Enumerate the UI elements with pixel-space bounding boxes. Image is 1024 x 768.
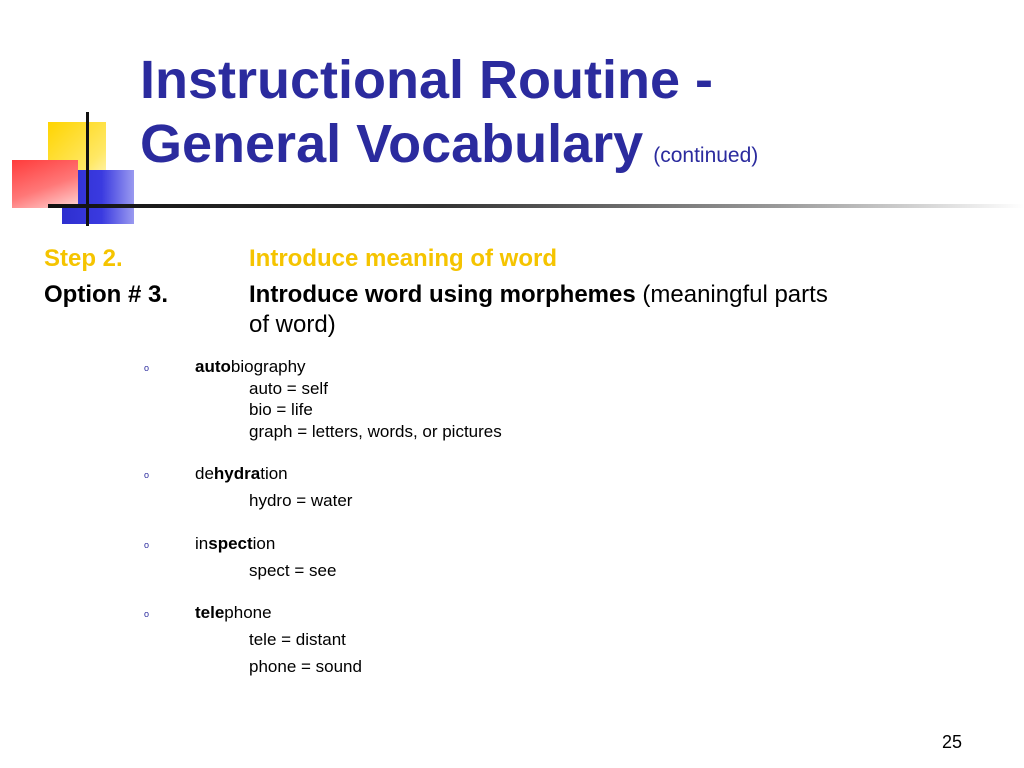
word-suffix: ion	[252, 534, 276, 553]
word-morpheme: hydra	[213, 464, 261, 483]
meaning: auto = self	[249, 378, 328, 398]
slide-title	[140, 48, 1000, 188]
word	[195, 602, 272, 624]
meaning: bio = life	[249, 400, 313, 419]
title-line-2	[140, 112, 1000, 188]
meaning: tele = distant	[249, 630, 346, 649]
bullet-icon: o	[144, 540, 150, 550]
meaning-list	[249, 560, 336, 587]
meaning-list	[249, 629, 362, 683]
word-prefix: de	[195, 464, 214, 483]
meaning: spect = see	[249, 561, 337, 580]
bullet-icon: o	[144, 470, 150, 480]
meaning: hydro = water	[249, 491, 353, 510]
title-line-1: Instructional Routine -	[140, 50, 713, 110]
page-number: 25	[941, 732, 962, 752]
word	[195, 356, 306, 378]
word-morpheme: tele	[195, 603, 225, 622]
word-morpheme: auto	[195, 357, 231, 376]
bullet-icon: o	[144, 363, 150, 373]
title-line-2-text: General Vocabulary	[140, 114, 644, 174]
meaning: phone = sound	[249, 657, 362, 676]
step-text: Introduce meaning of word	[249, 245, 558, 272]
meaning-list	[249, 490, 352, 517]
option-text-bold: Introduce word using morphemes	[249, 281, 636, 308]
meaning-list	[249, 378, 502, 443]
red-square-decoration	[12, 160, 78, 208]
word-suffix: phone	[224, 603, 272, 622]
option-text	[249, 280, 849, 340]
vertical-rule-decoration	[86, 112, 89, 226]
step-label: Step 2.	[44, 245, 123, 272]
title-underline-rule	[48, 204, 1024, 208]
meaning: graph = letters, words, or pictures	[249, 421, 502, 441]
word-prefix: in	[195, 534, 209, 553]
title-suffix: (continued)	[653, 144, 759, 167]
bullet-icon: o	[144, 609, 150, 619]
word-suffix: tion	[260, 464, 288, 483]
word	[195, 463, 288, 485]
option-label: Option # 3.	[44, 281, 169, 308]
word-morpheme: spect	[208, 534, 253, 553]
option-text-normal: (meaningful parts of word)	[249, 281, 828, 338]
word-suffix: biography	[230, 357, 306, 376]
word	[195, 533, 275, 555]
